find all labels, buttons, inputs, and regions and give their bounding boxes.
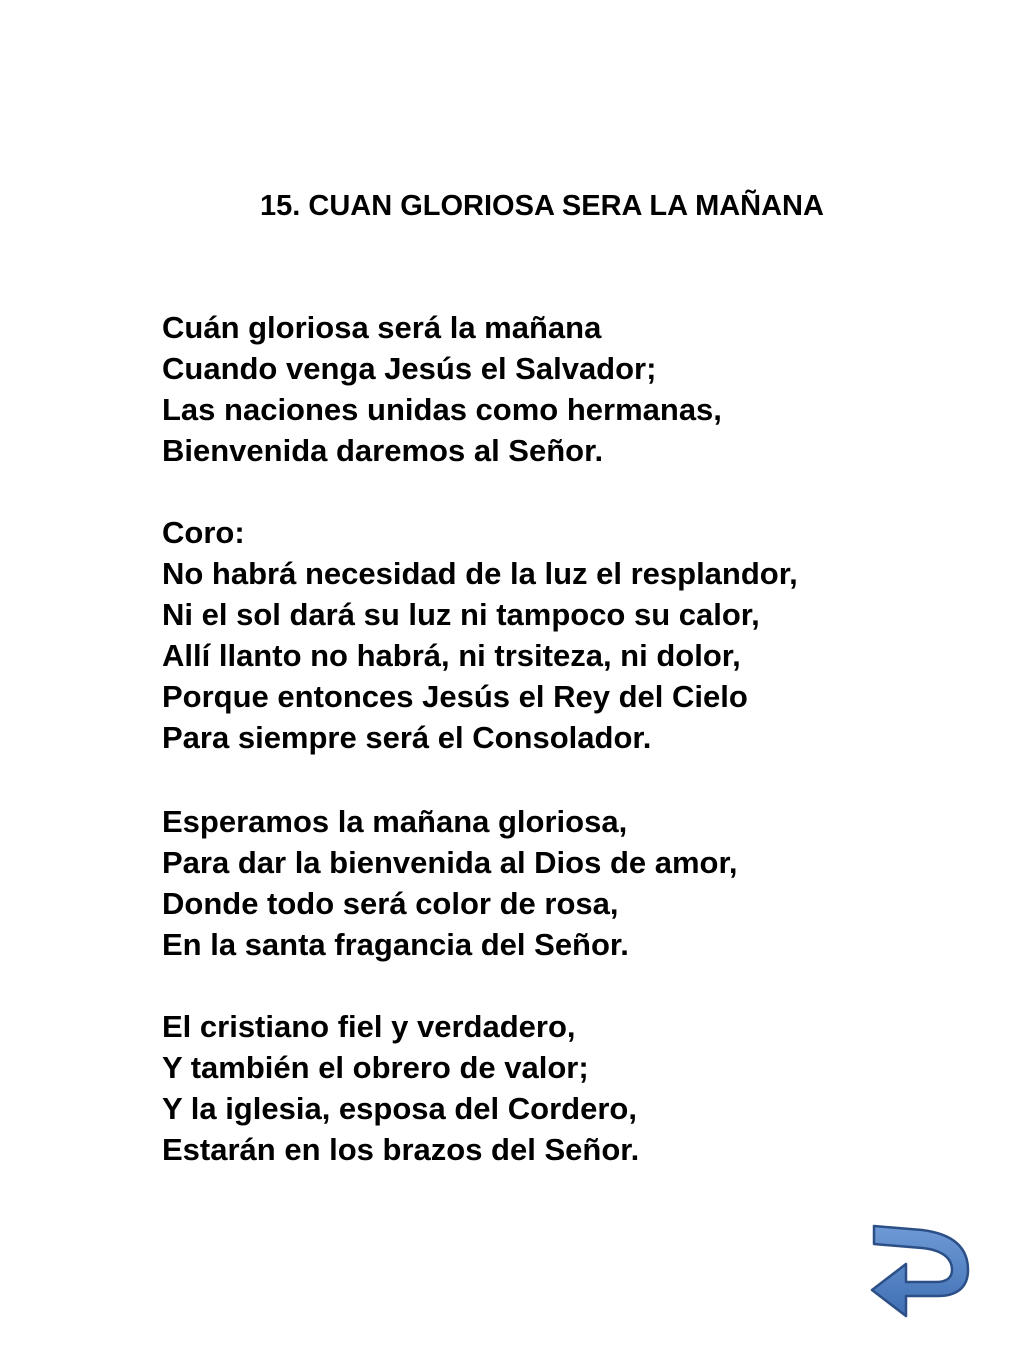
lyric-line: En la santa fragancia del Señor. bbox=[162, 927, 629, 962]
lyric-line: Donde todo será color de rosa, bbox=[162, 886, 619, 921]
lyric-line: Esperamos la mañana gloriosa, bbox=[162, 804, 628, 839]
lyric-line: Las naciones unidas como hermanas, bbox=[162, 392, 722, 427]
lyric-line: Y también el obrero de valor; bbox=[162, 1050, 589, 1085]
stanza-3 bbox=[162, 1006, 639, 1170]
lyric-line: El cristiano fiel y verdadero, bbox=[162, 1009, 576, 1044]
lyric-line: Y la iglesia, esposa del Cordero, bbox=[162, 1091, 637, 1126]
lyric-line: Estarán en los brazos del Señor. bbox=[162, 1132, 640, 1167]
chorus bbox=[162, 512, 798, 758]
lyric-line: Porque entonces Jesús el Rey del Cielo bbox=[162, 679, 748, 714]
return-button[interactable] bbox=[868, 1222, 972, 1322]
lyric-line: Para siempre será el Consolador. bbox=[162, 720, 652, 755]
stanza-2 bbox=[162, 801, 737, 965]
song-title: 15. CUAN GLORIOSA SERA LA MAÑANA bbox=[260, 190, 824, 222]
lyric-line: Bienvenida daremos al Señor. bbox=[162, 433, 604, 468]
lyric-line: Cuando venga Jesús el Salvador; bbox=[162, 351, 657, 386]
lyric-line: Cuán gloriosa será la mañana bbox=[162, 310, 602, 345]
lyric-line: Para dar la bienvenida al Dios de amor, bbox=[162, 845, 738, 880]
stanza-1 bbox=[162, 307, 722, 471]
lyric-line: No habrá necesidad de la luz el resplandor, bbox=[162, 556, 798, 591]
return-arrow-icon bbox=[868, 1222, 972, 1322]
lyric-line: Ni el sol dará su luz ni tampoco su calor, bbox=[162, 597, 760, 632]
lyric-line: Allí llanto no habrá, ni trsiteza, ni dolor, bbox=[162, 638, 741, 673]
chorus-label: Coro: bbox=[162, 515, 245, 550]
